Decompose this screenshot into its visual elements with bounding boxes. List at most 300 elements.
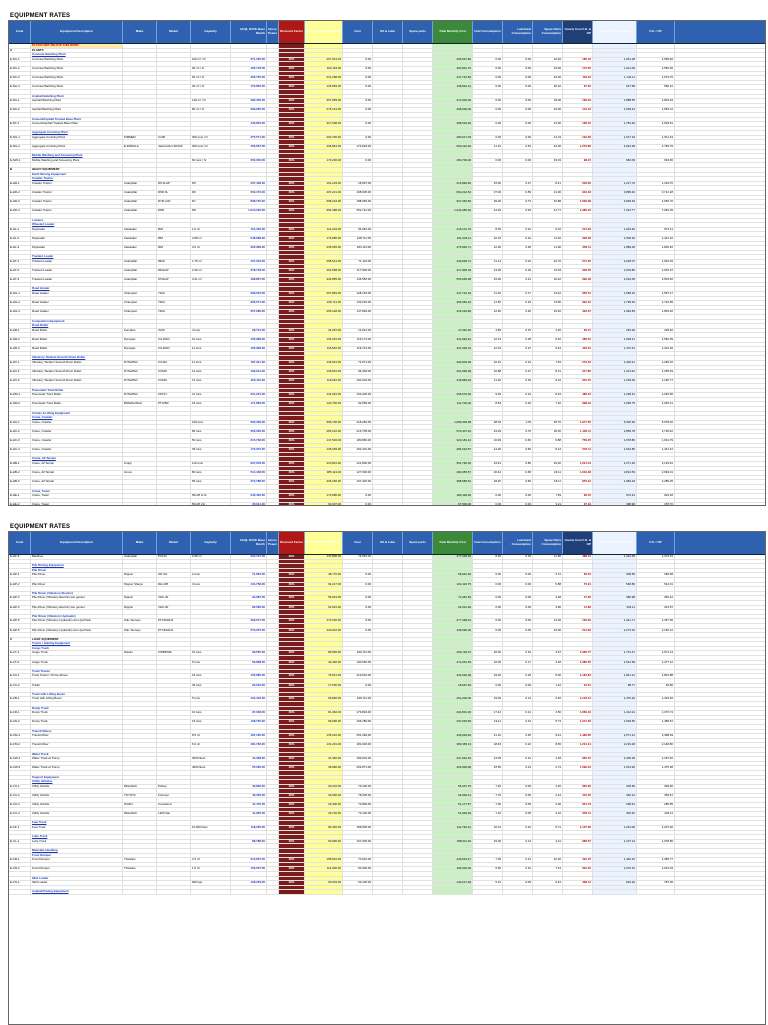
make-cell bbox=[123, 306, 157, 310]
hourly-cell bbox=[563, 835, 593, 839]
total-cell bbox=[433, 725, 473, 729]
lub-cell: 0.14 bbox=[503, 711, 533, 715]
hourly-cell bbox=[563, 467, 593, 471]
op3-cell bbox=[403, 753, 433, 757]
op-cell bbox=[343, 205, 373, 209]
desc-cell: Pile Driver (Vibratory Electric) bbox=[31, 592, 123, 596]
hr-cell bbox=[593, 453, 637, 457]
fuel-cell: 39.00 bbox=[473, 200, 503, 204]
model-cell bbox=[157, 771, 191, 775]
desc-cell bbox=[31, 384, 123, 388]
spare-cell bbox=[533, 610, 563, 614]
rental-cell: 410,801.00 bbox=[305, 462, 343, 466]
lub-cell bbox=[503, 780, 533, 784]
disc-cell bbox=[279, 416, 305, 420]
fuel-cell: 12.14 bbox=[473, 338, 503, 342]
spare-cell bbox=[533, 707, 563, 711]
hp-cell bbox=[267, 656, 279, 660]
op2-cell bbox=[373, 150, 403, 154]
op3-cell bbox=[403, 177, 433, 181]
hourly-cell: 70.91 bbox=[563, 583, 593, 587]
desc-cell bbox=[31, 688, 123, 692]
hourly-cell: 317.85 bbox=[563, 370, 593, 374]
op2-cell bbox=[373, 131, 403, 135]
model-cell bbox=[157, 214, 191, 218]
op3-cell bbox=[403, 569, 433, 573]
op-cell bbox=[343, 315, 373, 319]
model-cell bbox=[157, 320, 191, 324]
desc-cell: Wheeled Loader bbox=[31, 223, 123, 227]
cap-cell bbox=[191, 301, 231, 305]
op2-cell bbox=[373, 462, 403, 466]
model-cell bbox=[157, 743, 191, 747]
op2-cell bbox=[373, 127, 403, 131]
hp-cell bbox=[267, 122, 279, 126]
hp-cell bbox=[267, 191, 279, 195]
op-cell: 181,620.00 bbox=[343, 743, 373, 747]
op2-cell bbox=[373, 780, 403, 784]
hr-cell bbox=[593, 398, 637, 402]
lub-cell bbox=[503, 499, 533, 503]
spare-cell bbox=[533, 688, 563, 692]
hourly-cell: 166.12 bbox=[563, 122, 593, 126]
total-cell: 211,700.00 bbox=[433, 402, 473, 406]
hp-cell bbox=[267, 780, 279, 784]
desc-cell bbox=[31, 679, 123, 683]
model-cell bbox=[157, 53, 191, 57]
hp-cell bbox=[267, 76, 279, 80]
cap-cell bbox=[191, 803, 231, 807]
op2-cell bbox=[373, 329, 403, 333]
model-cell bbox=[157, 154, 191, 158]
desc-cell: Crane, Crawler bbox=[31, 430, 123, 434]
spare-cell bbox=[533, 863, 563, 867]
desc-cell: Dump Truck bbox=[31, 711, 123, 715]
make-cell: BOMAG/SGG bbox=[123, 402, 157, 406]
rental-cell bbox=[305, 693, 343, 697]
acq-cell bbox=[231, 150, 267, 154]
hourly-cell bbox=[563, 453, 593, 457]
op3-cell bbox=[403, 131, 433, 135]
disc-cell bbox=[279, 375, 305, 379]
spare-cell bbox=[533, 343, 563, 347]
disc-cell: 30% bbox=[279, 301, 305, 305]
fuel-cell: 0.00 bbox=[473, 85, 503, 89]
rental-cell: 75,641.00 bbox=[305, 674, 343, 678]
hr-cell bbox=[593, 412, 637, 416]
op2-cell bbox=[373, 453, 403, 457]
fuel-cell bbox=[473, 762, 503, 766]
hp-cell bbox=[267, 638, 279, 642]
op-cell bbox=[343, 725, 373, 729]
disc-cell bbox=[279, 730, 305, 734]
code-cell bbox=[9, 716, 31, 720]
disc-cell bbox=[279, 333, 305, 337]
op2-cell bbox=[373, 292, 403, 296]
cap-cell: 13 tons bbox=[191, 379, 231, 383]
code-cell bbox=[9, 587, 31, 591]
desc-cell: Road Roller bbox=[31, 347, 123, 351]
disc-cell bbox=[279, 854, 305, 858]
desc-cell: Cargo Truck bbox=[31, 661, 123, 665]
code-cell bbox=[9, 242, 31, 246]
last-cell bbox=[637, 601, 675, 605]
op2-cell bbox=[373, 499, 403, 503]
acq-cell: 128,750.00 bbox=[231, 720, 267, 724]
acq-cell: 480,450.00 bbox=[231, 99, 267, 103]
model-cell bbox=[157, 564, 191, 568]
code-cell bbox=[9, 297, 31, 301]
total-cell bbox=[433, 601, 473, 605]
hr-cell: 1,611.00 bbox=[593, 67, 637, 71]
rental-cell: 33,600.00 bbox=[305, 794, 343, 798]
cap-cell: D7 bbox=[191, 200, 231, 204]
hourly-cell bbox=[563, 872, 593, 876]
fuel-cell: 0.00 bbox=[473, 99, 503, 103]
disc-cell bbox=[279, 154, 305, 158]
hourly-cell: 1,100.11 bbox=[563, 430, 593, 434]
rental-cell bbox=[305, 771, 343, 775]
code-cell bbox=[9, 688, 31, 692]
op3-cell bbox=[403, 817, 433, 821]
fuel-cell bbox=[473, 601, 503, 605]
code-cell: E-CU-4 bbox=[9, 812, 31, 816]
acq-cell bbox=[231, 62, 267, 66]
acq-cell bbox=[231, 320, 267, 324]
hp-cell bbox=[267, 228, 279, 232]
total-cell: 246,883.04 bbox=[433, 379, 473, 383]
make-cell bbox=[123, 444, 157, 448]
last-cell bbox=[637, 753, 675, 757]
desc-cell: Truck Tractor bbox=[31, 670, 123, 674]
op3-cell bbox=[403, 320, 433, 324]
last-cell bbox=[637, 81, 675, 85]
disc-cell: 30% bbox=[279, 785, 305, 789]
total-cell bbox=[433, 384, 473, 388]
cap-cell: 2.30 m³ bbox=[191, 269, 231, 273]
column-header: Spare parts bbox=[403, 532, 433, 554]
code-cell: E-HC-4 bbox=[9, 448, 31, 452]
hr-cell: 98.77 bbox=[593, 684, 637, 688]
total-cell bbox=[433, 638, 473, 642]
hourly-cell: 273.42 bbox=[563, 361, 593, 365]
equipment-rates-sheet-2 bbox=[8, 531, 766, 1025]
fuel-cell bbox=[473, 670, 503, 674]
disc-cell: 30% bbox=[279, 794, 305, 798]
total-cell bbox=[433, 688, 473, 692]
rental-cell: 385,113.00 bbox=[305, 471, 343, 475]
last-cell: 1,421.10 bbox=[637, 237, 675, 241]
acq-cell: 465,178.00 bbox=[231, 67, 267, 71]
make-cell: Kawasaki bbox=[123, 228, 157, 232]
op-cell bbox=[343, 219, 373, 223]
op2-cell bbox=[373, 840, 403, 844]
rental-cell bbox=[305, 808, 343, 812]
cap-cell bbox=[191, 467, 231, 471]
hp-cell bbox=[267, 232, 279, 236]
total-cell bbox=[433, 232, 473, 236]
disc-cell bbox=[279, 638, 305, 642]
rental-cell bbox=[305, 251, 343, 255]
rental-cell bbox=[305, 647, 343, 651]
cap-cell: 21 tons bbox=[191, 393, 231, 397]
desc-cell bbox=[31, 485, 123, 489]
model-cell bbox=[157, 633, 191, 637]
fuel-cell: 5.10 bbox=[473, 881, 503, 885]
op2-cell bbox=[373, 251, 403, 255]
op3-cell bbox=[403, 485, 433, 489]
lub-cell: 0.27 bbox=[503, 182, 533, 186]
make-cell bbox=[123, 615, 157, 619]
rental-cell bbox=[305, 863, 343, 867]
code-cell: E-CX-1 bbox=[9, 674, 31, 678]
op3-cell bbox=[403, 606, 433, 610]
op2-cell bbox=[373, 430, 403, 434]
hp-cell bbox=[267, 734, 279, 738]
op2-cell bbox=[373, 448, 403, 452]
spare-cell bbox=[533, 384, 563, 388]
op3-cell bbox=[403, 269, 433, 273]
hourly-cell: 1,221.44 bbox=[563, 462, 593, 466]
column-header: ACQL RATE Base Month bbox=[231, 532, 267, 554]
code-cell: E-HB-3 bbox=[9, 480, 31, 484]
acq-cell bbox=[231, 693, 267, 697]
fuel-cell bbox=[473, 560, 503, 564]
op2-cell bbox=[373, 223, 403, 227]
cap-cell bbox=[191, 739, 231, 743]
acq-cell bbox=[231, 485, 267, 489]
disc-cell bbox=[279, 412, 305, 416]
acq-cell bbox=[231, 615, 267, 619]
op-cell bbox=[343, 844, 373, 848]
op2-cell bbox=[373, 62, 403, 66]
last-cell bbox=[637, 564, 675, 568]
desc-cell bbox=[31, 113, 123, 117]
rental-cell: 142,291.00 bbox=[305, 393, 343, 397]
total-cell bbox=[433, 670, 473, 674]
desc-cell bbox=[31, 656, 123, 660]
hr-cell bbox=[593, 739, 637, 743]
total-cell bbox=[433, 131, 473, 135]
lub-cell: 0.31 bbox=[503, 278, 533, 282]
op3-cell bbox=[403, 324, 433, 328]
code-cell: E-CU-2 bbox=[9, 794, 31, 798]
acq-cell bbox=[231, 739, 267, 743]
rental-cell bbox=[305, 131, 343, 135]
op3-cell bbox=[403, 592, 433, 596]
op2-cell bbox=[373, 205, 403, 209]
code-cell: E-NW-1 bbox=[9, 159, 31, 163]
lub-cell bbox=[503, 564, 533, 568]
cap-cell bbox=[191, 219, 231, 223]
total-cell bbox=[433, 398, 473, 402]
desc-cell: Crawler Tractor bbox=[31, 191, 123, 195]
last-cell bbox=[637, 890, 675, 894]
hr-cell bbox=[593, 569, 637, 573]
hp-cell bbox=[267, 278, 279, 282]
total-cell: 927,362.50 bbox=[433, 200, 473, 204]
make-cell bbox=[123, 863, 157, 867]
hp-cell bbox=[267, 748, 279, 752]
code-cell bbox=[9, 219, 31, 223]
hr-cell bbox=[593, 647, 637, 651]
desc-cell: Asphalt Batching Plant bbox=[31, 99, 123, 103]
total-cell: 263,506.08 bbox=[433, 766, 473, 770]
fuel-cell: 8.84 bbox=[473, 402, 503, 406]
hourly-cell bbox=[563, 62, 593, 66]
acq-cell: 357,280.00 bbox=[231, 310, 267, 314]
op2-cell bbox=[373, 762, 403, 766]
desc-cell: Concrete Batching Plant bbox=[31, 76, 123, 80]
op3-cell bbox=[403, 624, 433, 628]
hourly-cell: 47.30 bbox=[563, 596, 593, 600]
desc-cell bbox=[31, 739, 123, 743]
model-cell bbox=[157, 159, 191, 163]
acq-cell bbox=[231, 817, 267, 821]
make-cell: Dynapac bbox=[123, 347, 157, 351]
lub-cell bbox=[503, 798, 533, 802]
acq-cell bbox=[231, 416, 267, 420]
fuel-cell bbox=[473, 633, 503, 637]
hp-cell bbox=[267, 136, 279, 140]
lub-cell bbox=[503, 835, 533, 839]
op-cell: 121,800.00 bbox=[343, 462, 373, 466]
hourly-cell: 1,360.77 bbox=[563, 651, 593, 655]
acq-cell bbox=[231, 854, 267, 858]
disc-cell bbox=[279, 872, 305, 876]
table-header bbox=[9, 532, 765, 555]
hourly-cell bbox=[563, 638, 593, 642]
op-cell: 0.00 bbox=[343, 629, 373, 633]
cap-cell: 80 tons bbox=[191, 471, 231, 475]
hp-cell bbox=[267, 877, 279, 881]
op2-cell bbox=[373, 439, 403, 443]
lub-cell: 0.27 bbox=[503, 347, 533, 351]
desc-cell bbox=[31, 434, 123, 438]
fuel-cell bbox=[473, 90, 503, 94]
spare-cell bbox=[533, 490, 563, 494]
rental-cell bbox=[305, 798, 343, 802]
last-cell bbox=[637, 352, 675, 356]
make-cell bbox=[123, 173, 157, 177]
total-cell: 108,602.12 bbox=[433, 85, 473, 89]
desc-cell: Cargo Truck bbox=[31, 651, 123, 655]
hourly-cell bbox=[563, 242, 593, 246]
disc-cell bbox=[279, 615, 305, 619]
op2-cell bbox=[373, 670, 403, 674]
last-cell bbox=[637, 343, 675, 347]
lub-cell bbox=[503, 49, 533, 53]
rental-cell: 275,144.00 bbox=[305, 108, 343, 112]
last-cell: 3,712.18 bbox=[637, 191, 675, 195]
cap-cell: 0.45 m³ bbox=[191, 555, 231, 559]
op-cell: 103,200.00 bbox=[343, 393, 373, 397]
desc-cell bbox=[31, 633, 123, 637]
lub-cell bbox=[503, 232, 533, 236]
lub-cell bbox=[503, 601, 533, 605]
column-header: Lubricant Consumption bbox=[503, 532, 533, 554]
op-cell: 0.00 bbox=[343, 494, 373, 498]
fuel-cell bbox=[473, 647, 503, 651]
total-cell: 183,000.00 bbox=[433, 867, 473, 871]
lub-cell bbox=[503, 863, 533, 867]
spare-cell bbox=[533, 205, 563, 209]
op3-cell bbox=[403, 72, 433, 76]
lub-cell bbox=[503, 844, 533, 848]
acq-cell: 99,565.00 bbox=[231, 651, 267, 655]
total-cell bbox=[433, 587, 473, 591]
rental-cell: 135,009.00 bbox=[305, 448, 343, 452]
make-cell bbox=[123, 665, 157, 669]
rental-cell bbox=[305, 780, 343, 784]
column-header: Spare parts bbox=[403, 21, 433, 43]
last-cell bbox=[637, 118, 675, 122]
op-cell bbox=[343, 679, 373, 683]
op3-cell bbox=[403, 274, 433, 278]
fuel-cell bbox=[473, 476, 503, 480]
make-cell bbox=[123, 674, 157, 678]
cap-cell bbox=[191, 877, 231, 881]
lub-cell: 0.18 bbox=[503, 555, 533, 559]
op-cell: 128,163.00 bbox=[343, 292, 373, 296]
make-cell bbox=[123, 76, 157, 80]
hr-cell: 548.80 bbox=[593, 583, 637, 587]
cap-cell bbox=[191, 798, 231, 802]
desc-cell bbox=[31, 624, 123, 628]
acq-cell: 154,325.00 bbox=[231, 228, 267, 232]
hr-cell: 380.98 bbox=[593, 596, 637, 600]
lub-cell bbox=[503, 127, 533, 131]
model-cell: CA 251D bbox=[157, 338, 191, 342]
column-header: Discount Factor bbox=[279, 21, 305, 43]
disc-cell: 30% bbox=[279, 471, 305, 475]
model-cell bbox=[157, 826, 191, 830]
lub-cell bbox=[503, 453, 533, 457]
cap-cell bbox=[191, 150, 231, 154]
op-cell: 180,866.00 bbox=[343, 439, 373, 443]
total-cell: 51,177.57 bbox=[433, 803, 473, 807]
rental-cell: 137,800.00 bbox=[305, 555, 343, 559]
hourly-cell: 398.19 bbox=[563, 402, 593, 406]
total-cell: 388,686.81 bbox=[433, 480, 473, 484]
acq-cell: 223,110.00 bbox=[231, 379, 267, 383]
op3-cell bbox=[403, 104, 433, 108]
total-cell bbox=[433, 173, 473, 177]
op-cell bbox=[343, 53, 373, 57]
hr-cell: 3,895.40 bbox=[593, 191, 637, 195]
rental-cell bbox=[305, 633, 343, 637]
model-cell bbox=[157, 734, 191, 738]
lub-cell bbox=[503, 633, 533, 637]
cap-cell bbox=[191, 283, 231, 287]
spare-cell: 13.80 bbox=[533, 301, 563, 305]
make-cell bbox=[123, 601, 157, 605]
lub-cell bbox=[503, 343, 533, 347]
code-cell bbox=[9, 707, 31, 711]
disc-cell bbox=[279, 817, 305, 821]
desc-cell: Truck with Lifting Boom bbox=[31, 697, 123, 701]
fuel-cell bbox=[473, 297, 503, 301]
fuel-cell bbox=[473, 467, 503, 471]
cap-cell: 10 tons bbox=[191, 711, 231, 715]
op3-cell bbox=[403, 711, 433, 715]
total-cell bbox=[433, 306, 473, 310]
disc-cell bbox=[279, 844, 305, 848]
total-cell bbox=[433, 196, 473, 200]
lub-cell bbox=[503, 297, 533, 301]
fuel-cell bbox=[473, 739, 503, 743]
rental-cell bbox=[305, 375, 343, 379]
